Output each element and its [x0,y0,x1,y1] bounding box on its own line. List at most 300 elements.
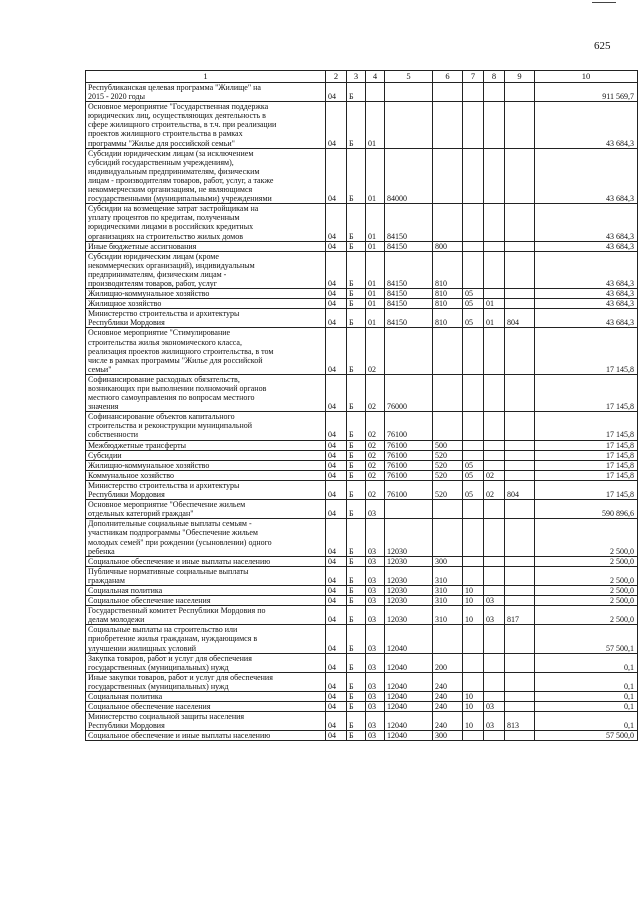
row-name-cell: Основное мероприятие "Стимулирование строительства жилья экономического класса, реализация проектов жилищного строительства, в том числе в рамках программы "Жилье для российской семьи" [86,328,326,374]
code-cell [433,625,463,653]
code-cell: Б [347,450,366,460]
table-row [86,519,638,556]
code-cell [463,412,484,440]
code-cell [484,653,505,672]
table-row [86,585,638,595]
code-cell [463,204,484,241]
row-name-cell: Софинансирование объектов капитального строительства и реконструкции муниципальной собственности [86,412,326,440]
code-cell: 800 [433,241,463,251]
code-cell: 05 [463,289,484,299]
table-row [86,102,638,148]
code-cell: 03 [366,692,385,702]
code-cell: 01 [366,251,385,288]
code-cell: 03 [366,606,385,625]
table-row [86,702,638,712]
amount-cell: 0,1 [535,702,638,712]
row-name-cell: Софинансирование расходных обязательств, возникающих при выполнении полномочий органов местного самоуправления по вопросам местного значения [86,374,326,411]
code-cell [484,731,505,741]
row-name-cell: Социальные выплаты на строительство или приобретение жилья гражданам, нуждающимся в улучшении жилищных условий [86,625,326,653]
table-row [86,625,638,653]
code-cell: 04 [326,299,347,309]
code-cell: 04 [326,585,347,595]
row-name-cell: Жилищно-коммунальное хозяйство [86,289,326,299]
code-cell [484,102,505,148]
row-name-cell: Министерство строительства и архитектуры Республики Мордовия [86,309,326,328]
code-cell [463,653,484,672]
code-cell [484,148,505,204]
code-cell [433,148,463,204]
amount-cell: 43 684,3 [535,299,638,309]
code-cell: 03 [484,606,505,625]
code-cell: 03 [366,672,385,691]
amount-cell: 2 500,0 [535,519,638,556]
code-cell: 02 [366,450,385,460]
code-cell [484,251,505,288]
table-row [86,606,638,625]
code-cell [385,83,433,102]
code-cell: 01 [366,309,385,328]
code-cell: 817 [505,606,535,625]
code-cell: 12040 [385,653,433,672]
amount-cell: 43 684,3 [535,309,638,328]
code-cell: 12030 [385,519,433,556]
code-cell: 02 [366,374,385,411]
code-cell: 12030 [385,585,433,595]
code-cell: 03 [366,556,385,566]
code-cell: 12030 [385,566,433,585]
amount-cell: 0,1 [535,712,638,731]
code-cell: 10 [463,585,484,595]
table-row [86,470,638,480]
code-cell: Б [347,585,366,595]
amount-cell: 2 500,0 [535,585,638,595]
row-name-cell: Государственный комитет Республики Мордовия по делам молодежи [86,606,326,625]
row-name-cell: Дополнительные социальные выплаты семьям - участникам подпрограммы "Обеспечение жильем молодых семей" при рождении (усыновлении) одного ребенка [86,519,326,556]
code-cell: Б [347,251,366,288]
code-cell: 04 [326,450,347,460]
code-cell [505,374,535,411]
code-cell: 804 [505,309,535,328]
code-cell: 02 [366,470,385,480]
row-name-cell: Социальное обеспечение и иные выплаты населению [86,731,326,741]
row-name-cell: Социальная политика [86,692,326,702]
code-cell [505,251,535,288]
code-cell [463,566,484,585]
column-header: 6 [433,71,463,83]
row-name-cell: Министерство строительства и архитектуры Республики Мордовия [86,480,326,499]
amount-cell: 2 500,0 [535,606,638,625]
code-cell [463,450,484,460]
code-cell: Б [347,83,366,102]
code-cell: 05 [463,460,484,470]
code-cell: Б [347,204,366,241]
row-name-cell: Социальное обеспечение населения [86,596,326,606]
code-cell [433,102,463,148]
code-cell: 12040 [385,702,433,712]
code-cell [463,83,484,102]
table-row [86,692,638,702]
code-cell: 520 [433,450,463,460]
code-cell: 03 [366,702,385,712]
code-cell: 04 [326,251,347,288]
table-row [86,450,638,460]
code-cell [463,500,484,519]
column-header: 8 [484,71,505,83]
code-cell: Б [347,712,366,731]
code-cell [463,148,484,204]
table-row [86,653,638,672]
table-row [86,480,638,499]
code-cell: 04 [326,470,347,480]
code-cell: Б [347,460,366,470]
code-cell [484,289,505,299]
code-cell: Б [347,289,366,299]
amount-cell: 57 500,0 [535,731,638,741]
code-cell: 03 [484,712,505,731]
code-cell: 84000 [385,148,433,204]
code-cell [505,289,535,299]
code-cell: 04 [326,500,347,519]
code-cell: 810 [433,309,463,328]
code-cell: 12040 [385,731,433,741]
code-cell: 12040 [385,692,433,702]
table-row [86,712,638,731]
row-name-cell: Субсидии [86,450,326,460]
code-cell: 05 [463,470,484,480]
amount-cell: 590 896,6 [535,500,638,519]
row-name-cell: Социальное обеспечение и иные выплаты населению [86,556,326,566]
code-cell: 12030 [385,606,433,625]
code-cell [484,328,505,374]
code-cell: 84150 [385,289,433,299]
code-cell: 310 [433,606,463,625]
code-cell [484,556,505,566]
code-cell: 10 [463,692,484,702]
amount-cell: 2 500,0 [535,566,638,585]
amount-cell: 43 684,3 [535,102,638,148]
code-cell: 04 [326,519,347,556]
row-name-cell: Жилищное хозяйство [86,299,326,309]
code-cell: Б [347,102,366,148]
code-cell [463,672,484,691]
row-name-cell: Иные закупки товаров, работ и услуг для обеспечения государственных (муниципальных) нужд [86,672,326,691]
row-name-cell: Публичные нормативные социальные выплаты гражданам [86,566,326,585]
row-name-cell: Социальная политика [86,585,326,595]
code-cell: 04 [326,440,347,450]
amount-cell: 17 145,8 [535,374,638,411]
code-cell [505,566,535,585]
code-cell: 04 [326,289,347,299]
code-cell: Б [347,566,366,585]
code-cell [505,556,535,566]
code-cell: Б [347,692,366,702]
code-cell: 810 [433,251,463,288]
column-header: 1 [86,71,326,83]
amount-cell: 2 500,0 [535,596,638,606]
code-cell [505,625,535,653]
column-header: 10 [535,71,638,83]
budget-table [85,70,638,741]
code-cell [484,460,505,470]
code-cell: 03 [366,500,385,519]
code-cell: 04 [326,556,347,566]
code-cell: 04 [326,148,347,204]
amount-cell: 17 145,8 [535,470,638,480]
code-cell: Б [347,328,366,374]
table-row [86,440,638,450]
code-cell: 04 [326,460,347,470]
code-cell: 12040 [385,625,433,653]
code-cell: 04 [326,566,347,585]
row-name-cell: Закупка товаров, работ и услуг для обеспечения государственных (муниципальных) нужд [86,653,326,672]
code-cell: 04 [326,606,347,625]
code-cell [463,440,484,450]
code-cell: 04 [326,204,347,241]
code-cell: 04 [326,374,347,411]
table-row [86,309,638,328]
code-cell: 03 [366,625,385,653]
code-cell: 12040 [385,712,433,731]
code-cell: 76100 [385,440,433,450]
code-cell [505,148,535,204]
code-cell: 01 [366,299,385,309]
code-cell [505,519,535,556]
code-cell: 05 [463,299,484,309]
code-cell: 04 [326,309,347,328]
amount-cell: 43 684,3 [535,251,638,288]
row-name-cell: Основное мероприятие "Обеспечение жильем отдельных категорий граждан" [86,500,326,519]
code-cell [505,585,535,595]
code-cell: 310 [433,596,463,606]
code-cell: 04 [326,596,347,606]
code-cell [484,412,505,440]
code-cell [433,83,463,102]
code-cell [505,460,535,470]
amount-cell: 43 684,3 [535,148,638,204]
code-cell [505,672,535,691]
code-cell: 04 [326,328,347,374]
code-cell: 04 [326,625,347,653]
code-cell: Б [347,731,366,741]
amount-cell: 17 145,8 [535,328,638,374]
code-cell: Б [347,519,366,556]
code-cell: 03 [484,596,505,606]
table-row [86,731,638,741]
code-cell: 01 [366,289,385,299]
row-name-cell: Межбюджетные трансферты [86,440,326,450]
code-cell: 10 [463,596,484,606]
code-cell: 804 [505,480,535,499]
code-cell: 76100 [385,480,433,499]
code-cell [484,83,505,102]
code-cell: 01 [484,299,505,309]
code-cell: 04 [326,102,347,148]
column-header-row [86,71,638,83]
amount-cell: 17 145,8 [535,460,638,470]
code-cell: Б [347,470,366,480]
code-cell: Б [347,480,366,499]
code-cell: 76000 [385,374,433,411]
code-cell: Б [347,299,366,309]
code-cell [505,412,535,440]
code-cell: Б [347,148,366,204]
code-cell [463,102,484,148]
code-cell [385,500,433,519]
amount-cell: 43 684,3 [535,241,638,251]
code-cell [484,672,505,691]
code-cell: Б [347,596,366,606]
code-cell: 240 [433,702,463,712]
code-cell [463,374,484,411]
code-cell [433,519,463,556]
code-cell: 01 [366,148,385,204]
amount-cell: 17 145,8 [535,412,638,440]
code-cell [433,204,463,241]
code-cell [505,470,535,480]
code-cell: Б [347,412,366,440]
table-row [86,289,638,299]
table-row [86,460,638,470]
table-row [86,596,638,606]
row-name-cell: Республиканская целевая программа "Жилище" на 2015 - 2020 годы [86,83,326,102]
code-cell: 05 [463,309,484,328]
code-cell: Б [347,702,366,712]
code-cell: Б [347,309,366,328]
code-cell: 04 [326,692,347,702]
row-name-cell: Коммунальное хозяйство [86,470,326,480]
column-header: 5 [385,71,433,83]
code-cell [484,519,505,556]
row-name-cell: Субсидии юридическим лицам (кроме некоммерческих организаций), индивидуальным предпринимателям, физическим лицам - производителям товаров, работ, услуг [86,251,326,288]
code-cell: 310 [433,566,463,585]
code-cell [505,450,535,460]
table-row [86,251,638,288]
amount-cell: 57 500,1 [535,625,638,653]
code-cell: 01 [366,102,385,148]
code-cell [433,374,463,411]
code-cell [484,440,505,450]
code-cell [484,500,505,519]
code-cell: 03 [366,585,385,595]
amount-cell: 17 145,8 [535,450,638,460]
row-name-cell: Министерство социальной защиты населения Республики Мордовия [86,712,326,731]
code-cell [463,251,484,288]
row-name-cell: Социальное обеспечение населения [86,702,326,712]
code-cell: Б [347,672,366,691]
code-cell [463,556,484,566]
code-cell [385,328,433,374]
code-cell: 310 [433,585,463,595]
code-cell [484,374,505,411]
code-cell: Б [347,440,366,450]
code-cell: 05 [463,480,484,499]
code-cell: 84150 [385,251,433,288]
code-cell [463,731,484,741]
row-name-cell: Жилищно-коммунальное хозяйство [86,460,326,470]
code-cell: 813 [505,712,535,731]
code-cell: 84150 [385,299,433,309]
code-cell [484,625,505,653]
code-cell: 76100 [385,412,433,440]
column-header: 9 [505,71,535,83]
code-cell [484,585,505,595]
code-cell [505,653,535,672]
table-row [86,412,638,440]
code-cell: 03 [366,519,385,556]
column-header: 7 [463,71,484,83]
table-row [86,328,638,374]
code-cell: 200 [433,653,463,672]
code-cell: 03 [484,702,505,712]
code-cell: Б [347,374,366,411]
code-cell: 04 [326,480,347,499]
code-cell: 04 [326,712,347,731]
code-cell: 04 [326,702,347,712]
row-name-cell: Иные бюджетные ассигнования [86,241,326,251]
code-cell: 03 [366,566,385,585]
code-cell: Б [347,241,366,251]
amount-cell: 0,1 [535,672,638,691]
code-cell: Б [347,606,366,625]
code-cell: 03 [366,653,385,672]
code-cell: 01 [484,309,505,328]
page-number: 625 [594,40,611,52]
code-cell: 02 [366,440,385,450]
code-cell: 300 [433,556,463,566]
code-cell: 10 [463,702,484,712]
code-cell: 500 [433,440,463,450]
table-row [86,83,638,102]
code-cell [463,241,484,251]
amount-cell: 0,1 [535,692,638,702]
table-row [86,148,638,204]
code-cell: 04 [326,653,347,672]
code-cell: 84150 [385,309,433,328]
code-cell: Б [347,556,366,566]
amount-cell: 43 684,3 [535,289,638,299]
code-cell [385,102,433,148]
code-cell: 520 [433,460,463,470]
table-row [86,500,638,519]
code-cell [366,83,385,102]
code-cell: 04 [326,412,347,440]
table-row [86,204,638,241]
code-cell [505,692,535,702]
code-cell [463,519,484,556]
code-cell: 10 [463,606,484,625]
top-edge-mark [592,2,616,3]
code-cell [505,440,535,450]
code-cell: 76100 [385,470,433,480]
code-cell: Б [347,653,366,672]
code-cell: 12030 [385,596,433,606]
code-cell: 300 [433,731,463,741]
amount-cell: 43 684,3 [535,204,638,241]
code-cell [484,450,505,460]
code-cell: 03 [366,712,385,731]
row-name-cell: Субсидии на возмещение затрат застройщикам на уплату процентов по кредитам, полученным юридическими лицами в российских кредитных организациях на строительство жилых домов [86,204,326,241]
column-header: 4 [366,71,385,83]
code-cell: 01 [366,241,385,251]
code-cell [505,299,535,309]
code-cell [484,241,505,251]
amount-cell: 0,1 [535,653,638,672]
code-cell: 04 [326,241,347,251]
code-cell: 04 [326,672,347,691]
table-body [86,83,638,741]
table-row [86,556,638,566]
code-cell: 520 [433,480,463,499]
